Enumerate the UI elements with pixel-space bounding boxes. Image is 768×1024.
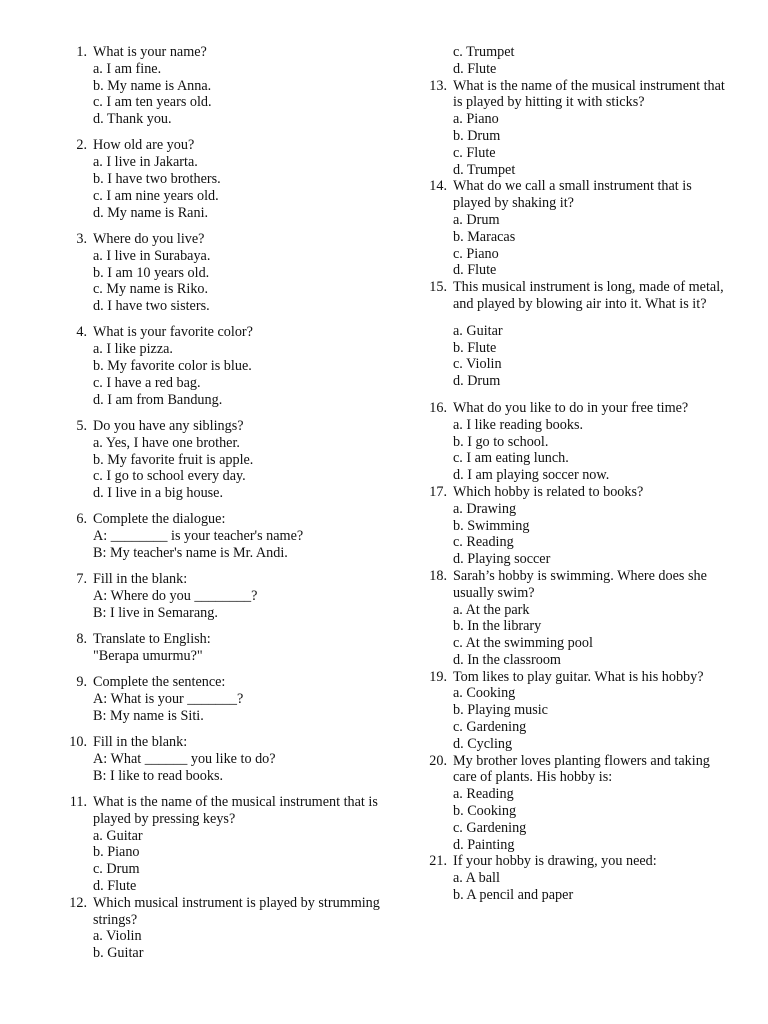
- option-b: b. Guitar: [93, 945, 144, 962]
- dialogue-line-a: A: What ______ you like to do?: [93, 750, 276, 767]
- question-text: Complete the sentence:: [93, 674, 226, 691]
- option-a: a. A ball: [453, 870, 500, 887]
- question-number: 4.: [76, 324, 87, 341]
- question-13: [420, 78, 730, 179]
- question-number: 15.: [429, 279, 447, 296]
- option-b: b. My favorite color is blue.: [93, 358, 252, 375]
- question-number: 2.: [76, 137, 87, 154]
- option-d: d. I have two sisters.: [93, 298, 210, 315]
- option-c: c. I am nine years old.: [93, 187, 219, 204]
- question-text: If your hobby is drawing, you need:: [453, 853, 657, 870]
- question-15: [420, 279, 730, 390]
- left-column: [60, 44, 400, 962]
- question-text: What is your name?: [93, 44, 207, 60]
- question-number: 6.: [76, 511, 87, 528]
- question-2: [60, 137, 400, 221]
- question-7: [60, 571, 400, 621]
- option-c: c. Flute: [453, 144, 496, 161]
- question-number: 18.: [429, 567, 447, 584]
- question-text: What do you like to do in your free time?: [453, 399, 689, 416]
- question-4: [60, 324, 400, 408]
- question-number: 19.: [429, 668, 447, 685]
- question-10: [60, 734, 400, 784]
- option-b: b. I have two brothers.: [93, 171, 221, 188]
- option-a: a. Drawing: [453, 500, 517, 517]
- option-d: d. Trumpet: [453, 161, 516, 178]
- option-b: b. Maracas: [453, 228, 516, 245]
- option-a: a. Guitar: [453, 322, 503, 339]
- dialogue-line-a: A: Where do you ________?: [93, 588, 258, 605]
- option-d: d. Cycling: [453, 735, 513, 752]
- option-c: c. Violin: [453, 356, 502, 373]
- question-text: Complete the dialogue:: [93, 511, 226, 528]
- question-9: [60, 674, 400, 724]
- dialogue-line-b: B: I live in Semarang.: [93, 604, 218, 621]
- question-20: [420, 753, 730, 854]
- question-6: [60, 511, 400, 561]
- option-a: a. Piano: [453, 111, 499, 128]
- option-b: b. I am 10 years old.: [93, 264, 210, 281]
- option-a: a. I like reading books.: [453, 416, 584, 433]
- question-12-continued: [420, 44, 730, 78]
- question-21: [420, 853, 730, 903]
- option-a: a. Drum: [453, 211, 500, 228]
- option-c: c. Drum: [93, 861, 140, 878]
- question-5: [60, 418, 400, 502]
- option-d: d. I am playing soccer now.: [453, 467, 610, 484]
- dialogue-line-b: B: I like to read books.: [93, 767, 224, 784]
- question-text: Fill in the blank:: [93, 734, 188, 751]
- spacer: [420, 390, 730, 400]
- option-b: b. Swimming: [453, 517, 530, 534]
- question-3: [60, 231, 400, 315]
- question-number: 13.: [429, 77, 447, 94]
- option-b: b. I go to school.: [453, 433, 549, 450]
- question-19: [420, 669, 730, 753]
- question-text: What is your favorite color?: [93, 324, 253, 341]
- option-d: d. Flute: [453, 262, 497, 279]
- option-a: a. Guitar: [93, 827, 143, 844]
- question-text: What is the name of the musical instrument that is played by hitting it with sticks?: [453, 77, 725, 111]
- question-number: 7.: [76, 571, 87, 588]
- option-a: a. I am fine.: [93, 60, 162, 77]
- option-d: d. Flute: [93, 878, 137, 895]
- option-b: b. A pencil and paper: [453, 887, 574, 904]
- option-a: a. I live in Surabaya.: [93, 247, 211, 264]
- option-d: d. Thank you.: [93, 111, 172, 128]
- option-c: c. I have a red bag.: [93, 374, 201, 391]
- question-number: 9.: [76, 674, 87, 691]
- question-17: [420, 484, 730, 568]
- option-a: a. Yes, I have one brother.: [93, 434, 240, 451]
- option-c: c. Gardening: [453, 819, 527, 836]
- option-a: a. At the park: [453, 601, 530, 618]
- question-11: [60, 794, 400, 895]
- option-d: d. Painting: [453, 836, 515, 853]
- question-text: Which musical instrument is played by strumming strings?: [93, 894, 380, 928]
- question-number: 3.: [76, 230, 87, 247]
- question-text: Which hobby is related to books?: [453, 483, 644, 500]
- question-number: 8.: [76, 631, 87, 648]
- spacer: [453, 313, 730, 323]
- question-text: What is the name of the musical instrument that is played by pressing keys?: [93, 794, 378, 827]
- question-8: [60, 631, 400, 665]
- option-d: d. Flute: [453, 60, 497, 77]
- question-number: 20.: [429, 752, 447, 769]
- option-b: b. My name is Anna.: [93, 77, 212, 94]
- option-c: c. Gardening: [453, 719, 527, 736]
- option-b: b. In the library: [453, 618, 542, 635]
- question-text: My brother loves planting flowers and taking care of plants. His hobby is:: [453, 752, 710, 786]
- option-d: d. My name is Rani.: [93, 204, 209, 221]
- option-c: c. I am eating lunch.: [453, 450, 569, 467]
- question-number: 11.: [69, 794, 87, 811]
- right-column: [420, 44, 730, 904]
- option-d: d. I am from Bandung.: [93, 391, 223, 408]
- question-16: [420, 400, 730, 484]
- option-d: d. Playing soccer: [453, 551, 551, 568]
- question-text: Sarah’s hobby is swimming. Where does she usually swim?: [453, 567, 707, 601]
- question-number: 21.: [429, 853, 447, 870]
- question-text: Do you have any siblings?: [93, 417, 244, 434]
- question-12: [60, 895, 400, 962]
- question-text: How old are you?: [93, 137, 195, 154]
- question-1: [60, 44, 400, 128]
- option-d: d. I live in a big house.: [93, 485, 224, 502]
- option-a: a. Reading: [453, 786, 514, 803]
- question-text: What do we call a small instrument that is played by shaking it?: [453, 178, 692, 212]
- question-14: [420, 178, 730, 279]
- question-number: 5.: [76, 417, 87, 434]
- question-number: 16.: [429, 399, 447, 416]
- question-number: 1.: [76, 44, 87, 60]
- option-b: b. Playing music: [453, 702, 548, 719]
- option-c: c. Trumpet: [453, 44, 515, 60]
- phrase-to-translate: "Berapa umurmu?": [93, 648, 203, 664]
- dialogue-line-a: A: What is your _______?: [93, 691, 244, 708]
- question-18: [420, 568, 730, 669]
- option-c: c. I go to school every day.: [93, 468, 246, 485]
- question-text: Where do you live?: [93, 230, 205, 247]
- option-c: c. At the swimming pool: [453, 635, 593, 652]
- question-text: Fill in the blank:: [93, 571, 188, 588]
- option-c: c. My name is Riko.: [93, 281, 209, 298]
- question-number: 12.: [69, 894, 87, 911]
- option-d: d. Drum: [453, 373, 501, 390]
- option-b: b. My favorite fruit is apple.: [93, 451, 254, 468]
- dialogue-line-b: B: My teacher's name is Mr. Andi.: [93, 545, 288, 562]
- dialogue-line-a: A: ________ is your teacher's name?: [93, 528, 304, 545]
- option-b: b. Cooking: [453, 803, 517, 820]
- question-text: Translate to English:: [93, 631, 211, 648]
- option-b: b. Piano: [93, 844, 140, 861]
- question-text: This musical instrument is long, made of metal, and played by blowing air into it. What is it?: [453, 279, 724, 312]
- option-b: b. Flute: [453, 339, 497, 356]
- option-c: c. I am ten years old.: [93, 94, 212, 111]
- option-a: a. I like pizza.: [93, 341, 173, 358]
- question-number: 10.: [69, 734, 87, 751]
- option-d: d. In the classroom: [453, 651, 561, 668]
- option-a: a. I live in Jakarta.: [93, 154, 198, 171]
- option-a: a. Violin: [93, 928, 142, 945]
- option-b: b. Drum: [453, 127, 501, 144]
- question-text: Tom likes to play guitar. What is his hobby?: [453, 668, 704, 685]
- option-c: c. Reading: [453, 534, 514, 551]
- option-a: a. Cooking: [453, 685, 516, 702]
- option-c: c. Piano: [453, 245, 499, 262]
- dialogue-line-b: B: My name is Siti.: [93, 707, 204, 724]
- question-number: 17.: [429, 483, 447, 500]
- question-number: 14.: [429, 178, 447, 195]
